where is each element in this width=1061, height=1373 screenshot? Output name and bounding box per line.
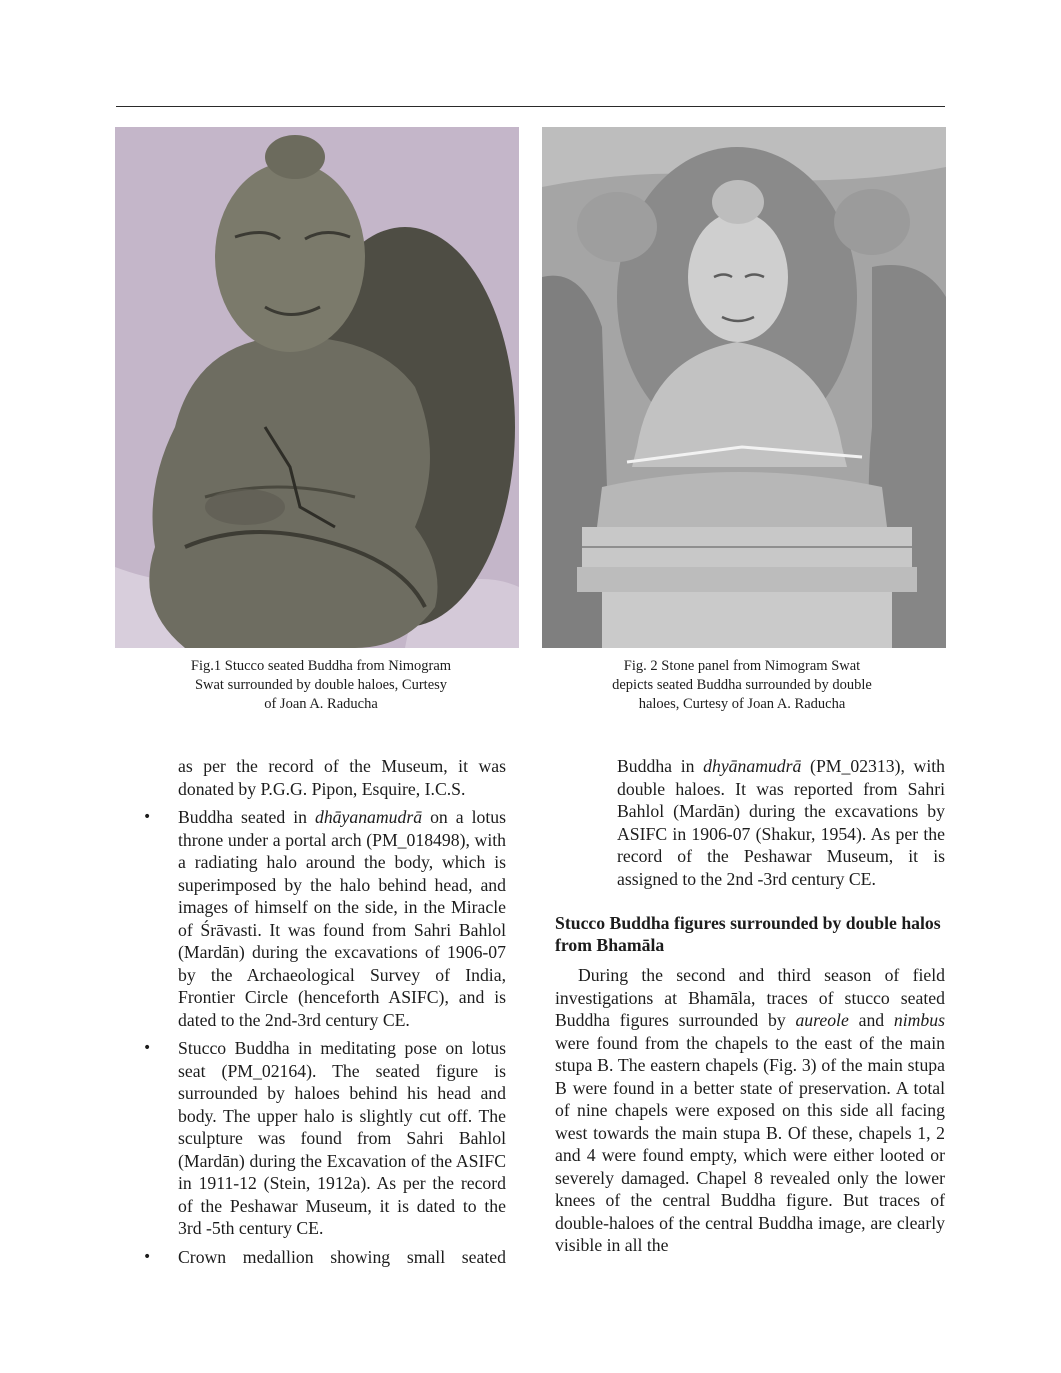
figure-1-image [115,127,519,648]
header-rule [116,106,945,107]
caption-line: Swat surrounded by double haloes, Curtesy [194,677,448,693]
bullet-icon: • [143,1248,152,1265]
continuation-paragraph: Buddha in dhyānamudrā (PM_02313), with double haloes. It was reported from Sahri Bahlol (Mardān) during the excavations by ASIFC in 1906-07 (Shakur, 1954). As per the record of the Peshawar Museum, it is assigned to the 2nd -3rd century CE. [617,756,946,889]
caption-line: haloes, Curtesy of Joan A. Raducha [638,696,846,712]
section-heading: Stucco Buddha figures surrounded by double halos from Bhamāla [555,913,941,955]
right-column [555,755,945,1257]
figure-2-caption [582,657,902,714]
caption-line: depicts seated Buddha surrounded by double [612,677,872,693]
figure-1-caption [150,657,492,714]
body-paragraph: During the second and third season of field investigations at Bhamāla, traces of stucco seated Buddha figures surrounded by aureole and nimbus were found from the chapels to the east of the main stupa B. The eastern chapels (Fig. 3) of the main stupa B were found in a better state of preservation. A total of nine chapels were exposed on this side all facing west towards the main stupa B. Of these, chapels 1, 2 and 4 were found empty, which were either looted or severely damaged. Chapel 8 revealed only the lower knees of the central Buddha figure. But traces of double-haloes of the central Buddha image, are clearly visible in all the [555,965,945,1255]
bullet-list [140,806,506,1268]
bullet-icon: • [143,1040,152,1056]
caption-line: of Joan A. Raducha [264,696,378,712]
figure-2-image [542,127,946,648]
bullet-icon: • [143,809,152,825]
left-column [140,755,506,1274]
caption-line: Fig. 2 Stone panel from Nimogram Swat [623,658,861,674]
list-item: • Buddha seated in dhāyanamudrā on a lotus throne under a portal arch (PM_018498), with a radiating halo around the body, which is superimposed by the halo behind head, and images of himself on the side, in the Miracle of Śrāvasti. It was found from Sahri Bahlol (Mardān) during the excavations of 1906-07 by the Archaeological Survey of India, Frontier Circle (henceforth ASIFC), and is dated to the 2nd-3rd century CE. [143,807,506,1030]
caption-line: Fig.1 Stucco seated Buddha from Nimogram [190,658,452,674]
list-item: • Stucco Buddha in meditating pose on lotus seat (PM_02164). The seated figure is surrounded by haloes behind his head and body. The upper halo is slightly cut off. The sculpture was found from Sahri Bahlol (Mardān) during the Excavation of the ASIFC in 1911-12 (Stein, 1912a). As per the record of the Peshawar Museum, it is dated to the 3rd -5th century CE. [143,1038,506,1238]
continuation-paragraph: as per the record of the Museum, it was donated by P.G.G. Pipon, Esquire, I.C.S. [178,756,506,799]
list-item: • Crown medallion showing small seated [143,1246,506,1267]
